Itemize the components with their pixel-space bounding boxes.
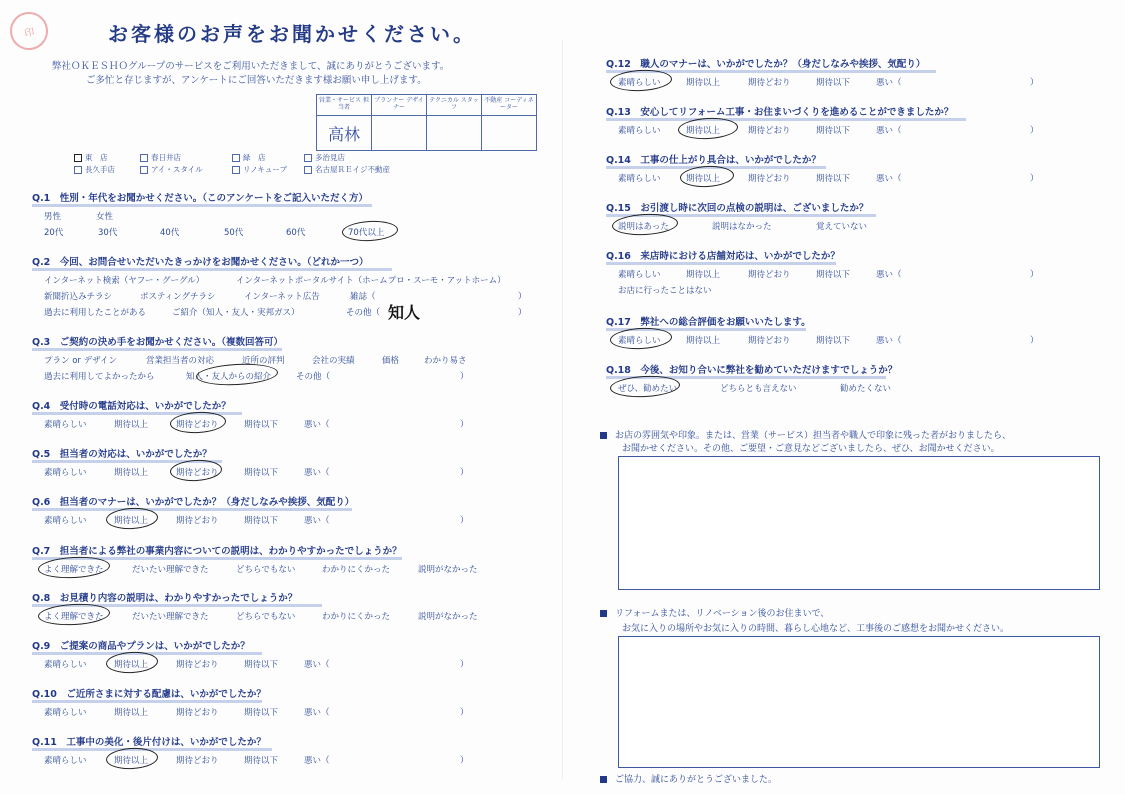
q2-magazine-close: ） [518,292,527,302]
q6-opt-as-expected[interactable]: 期待どおり [176,516,219,526]
q6-opt-close: ） [460,516,469,526]
q4-opt-below[interactable]: 期待以下 [244,420,279,430]
store-tajimi[interactable]: 多治見店 [304,152,345,163]
q13-opt-as-expected[interactable]: 期待どおり [748,126,791,136]
q7-opt-mostly[interactable]: だいたい理解できた [132,565,209,575]
checkbox-icon [304,166,312,174]
q14-opt-as-expected[interactable]: 期待どおり [748,174,791,184]
q11-opt-above[interactable]: 期待以上 [114,756,149,766]
q5-label: Q.5 担当者の対応は、いかがでしたか？ [32,446,212,460]
q8-label: Q.8 お見積り内容の説明は、わかりやすかったでしょうか？ [32,590,297,604]
q10-opt-bad[interactable]: 悪い（ [304,708,330,718]
q3-sales[interactable]: 営業担当者の対応 [146,356,215,366]
q4-opt-bad[interactable]: 悪い（ [304,420,330,430]
q11-opt-close: ） [460,756,469,766]
q3-label: Q.3 ご契約の決め手をお聞かせください。（複数回答可） [32,334,283,348]
q3-price[interactable]: 価格 [382,356,400,366]
q16-opt-close: ） [1030,270,1039,280]
q13-label: Q.13 安心してリフォーム工事・お住まいづくりを進めることができましたか？ [606,104,953,118]
q12-opt-below[interactable]: 期待以下 [816,78,851,88]
q1-age-50[interactable]: 50代 [224,228,244,238]
q14-opt-below[interactable]: 期待以下 [816,174,851,184]
q1-male[interactable]: 男性 [44,212,62,222]
thanks-line: ご協力、誠にありがとうございました。 [600,772,777,785]
staff-technical-value[interactable] [427,116,482,151]
q7-opt-none[interactable]: 説明がなかった [418,565,478,575]
q1-female[interactable]: 女性 [96,212,114,222]
q16-opt-above[interactable]: 期待以上 [686,270,721,280]
q3-past-good[interactable]: 過去に利用してよかったから [44,372,155,382]
q12-opt-above[interactable]: 期待以上 [686,78,721,88]
q5-opt-bad[interactable]: 悪い（ [304,468,330,478]
q17-opt-bad[interactable]: 悪い（ [876,336,902,346]
q9-opt-excellent[interactable]: 素晴らしい [44,660,87,670]
q14-opt-above[interactable]: 期待以上 [686,174,721,184]
q12-label: Q.12 職人のマナーは、いかがでしたか？（身だしなみや挨拶、気配り） [606,56,925,70]
q3-other[interactable]: その他（ [296,372,331,382]
q10-opt-as-expected[interactable]: 期待どおり [176,708,219,718]
q13-opt-excellent[interactable]: 素晴らしい [618,126,661,136]
q11-opt-below[interactable]: 期待以下 [244,756,279,766]
q15-opt-dont-remember[interactable]: 覚えていない [816,222,868,232]
q6-opt-below[interactable]: 期待以下 [244,516,279,526]
q11-opt-as-expected[interactable]: 期待どおり [176,756,219,766]
q1-age-40[interactable]: 40代 [160,228,180,238]
q10-opt-above[interactable]: 期待以上 [114,708,149,718]
store-midori[interactable]: 緑 店 [232,152,266,163]
q9-opt-bad[interactable]: 悪い（ [304,660,330,670]
q13-opt-bad[interactable]: 悪い（ [876,126,902,136]
q2-other-close: ） [518,308,527,318]
q14-opt-excellent[interactable]: 素晴らしい [618,174,661,184]
section1-prompt-1: お店の雰囲気や印象。または、営業（サービス）担当者や職人で印象に残った者がおりましたら、 [600,428,1011,441]
q7-opt-well[interactable]: よく理解できた [44,565,104,575]
q16-opt-never-visited[interactable]: お店に行ったことはない [618,286,712,296]
checkbox-icon [232,154,240,162]
q9-label: Q.9 ご提案の商品やプランは、いかがでしたか？ [32,638,250,652]
store-istyle[interactable]: アイ・スタイル [140,164,203,175]
q6-opt-excellent[interactable]: 素晴らしい [44,516,87,526]
section2-prompt-2: お気に入りの場所やお気に入りの時間、暮らし心地など、工事後のご感想をお聞かせください。 [622,624,1010,634]
page-title: お客様のお声をお聞かせください。 [108,22,476,46]
q11-opt-excellent[interactable]: 素晴らしい [44,756,87,766]
q16-opt-excellent[interactable]: 素晴らしい [618,270,661,280]
q18-opt-neutral[interactable]: どちらとも言えない [720,384,797,394]
q16-opt-bad[interactable]: 悪い（ [876,270,902,280]
q6-opt-above[interactable]: 期待以上 [114,516,149,526]
q5-opt-excellent[interactable]: 素晴らしい [44,468,87,478]
q3-plan[interactable]: プラン or デザイン [44,356,118,366]
q3-other-close: ） [460,372,469,382]
q2-past-use[interactable]: 過去に利用したことがある [44,308,147,318]
q11-opt-bad[interactable]: 悪い（ [304,756,330,766]
store-nagoya-re[interactable]: 名古屋ＲＥイジ不動産 [304,164,390,175]
q10-label: Q.10 ご近所さまに対する配慮は、いかがでしたか？ [32,686,266,700]
q12-opt-as-expected[interactable]: 期待どおり [748,78,791,88]
store-kasugai[interactable]: 春日井店 [140,152,181,163]
checkbox-icon [232,166,240,174]
staff-realestate-value[interactable] [482,116,537,151]
q17-opt-as-expected[interactable]: 期待どおり [748,336,791,346]
q2-other[interactable]: その他（ [346,308,381,318]
q4-opt-above[interactable]: 期待以上 [114,420,149,430]
staff-col-planner: プランナー デザイナー [372,95,427,116]
q8-opt-neutral[interactable]: どちらでもない [236,612,296,622]
staff-col-technical: テクニカル スタッフ [427,95,482,116]
q8-opt-mostly[interactable]: だいたい理解できた [132,612,209,622]
q2-web-ad[interactable]: インターネット広告 [244,292,320,302]
q6-opt-bad[interactable]: 悪い（ [304,516,330,526]
q14-label: Q.14 工事の仕上がり具合は、いかがでしたか？ [606,152,821,166]
q11-label: Q.11 工事中の美化・後片付けは、いかがでしたか？ [32,734,266,748]
column-divider [562,40,563,780]
q16-opt-as-expected[interactable]: 期待どおり [748,270,791,280]
q9-opt-close: ） [460,660,469,670]
q12-opt-excellent[interactable]: 素晴らしい [618,78,661,88]
checkbox-icon [140,154,148,162]
q1-age-60[interactable]: 60代 [286,228,306,238]
q18-opt-no[interactable]: 勧めたくない [840,384,892,394]
q2-flyer[interactable]: 新聞折込みチラシ [44,292,113,302]
q1-label: Q.1 性別・年代をお聞かせください。（このアンケートをご記入いただく方） [32,190,368,204]
q8-opt-unclear[interactable]: わかりにくかった [322,612,391,622]
q2-other-handwritten[interactable]: 知人 [388,303,421,322]
q4-opt-close: ） [460,420,469,430]
q14-opt-close: ） [1030,174,1039,184]
q12-opt-close: ） [1030,78,1039,88]
q14-opt-bad[interactable]: 悪い（ [876,174,902,184]
q10-opt-excellent[interactable]: 素晴らしい [44,708,87,718]
q5-opt-above[interactable]: 期待以上 [114,468,149,478]
q17-label: Q.17 弊社への総合評価をお願いいたします。 [606,314,811,328]
q9-opt-below[interactable]: 期待以下 [244,660,279,670]
staff-table [316,94,537,151]
staff-col-realestate: 不動産 コーディネーター [482,95,537,116]
q3-clarity[interactable]: わかり易さ [424,356,467,366]
q17-opt-close: ） [1030,336,1039,346]
square-bullet-icon [600,432,607,439]
q4-opt-as-expected[interactable]: 期待どおり [176,420,219,430]
q9-opt-above[interactable]: 期待以上 [114,660,149,670]
after-construction-textarea[interactable] [618,636,1100,768]
staff-planner-value[interactable] [372,116,427,151]
q4-opt-excellent[interactable]: 素晴らしい [44,420,87,430]
q13-opt-close: ） [1030,126,1039,136]
checkbox-icon [74,154,82,162]
store-renocube[interactable]: リノキューブ [232,164,287,175]
q5-opt-below[interactable]: 期待以下 [244,468,279,478]
q7-label: Q.7 担当者による弊社の事業内容についての説明は、わかりやすかったでしょうか？ [32,543,402,557]
q1-age-30[interactable]: 30代 [98,228,118,238]
q12-opt-bad[interactable]: 悪い（ [876,78,902,88]
q16-opt-below[interactable]: 期待以下 [816,270,851,280]
q2-label: Q.2 今回、お問合せいただいたきっかけをお聞かせください。（どれか一つ） [32,254,369,268]
staff-sales-value[interactable]: 高林 [317,116,372,151]
stamp-seal-icon: 印 [6,8,51,53]
q2-referral[interactable]: ご紹介（知人・友人・実邦ガス） [172,308,300,318]
square-bullet-icon [600,610,607,617]
store-nagakute[interactable]: 長久手店 [74,164,115,175]
q2-web-portal[interactable]: インターネットポータルサイト（ホームプロ・スーモ・アットホーム） [236,276,506,286]
checkbox-icon [304,154,312,162]
q17-opt-excellent[interactable]: 素晴らしい [618,336,661,346]
q5-opt-as-expected[interactable]: 期待どおり [176,468,219,478]
q1-age-70plus[interactable]: 70代以上 [348,228,385,238]
q15-opt-explained[interactable]: 説明はあった [618,222,669,232]
q18-opt-yes[interactable]: ぜひ、勧めたい [618,384,678,394]
q8-opt-well[interactable]: よく理解できた [44,612,104,622]
answer-circle [342,220,399,243]
q8-opt-none[interactable]: 説明がなかった [418,612,478,622]
q2-posting[interactable]: ポスティングチラシ [140,292,216,302]
checkbox-icon [74,166,82,174]
q15-opt-not-explained[interactable]: 説明はなかった [712,222,772,232]
q4-label: Q.4 受付時の電話対応は、いかがでしたか？ [32,398,231,412]
q16-label: Q.16 来店時における店舗対応は、いかがでしたか？ [606,248,840,262]
section2-prompt-1: リフォームまたは、リノベーション後のお住まいで、 [600,606,829,619]
section1-prompt-2: お聞かせください。その他、ご要望・ご意見などございましたら、ぜひ、お聞かせください。 [622,444,1000,454]
q7-opt-neutral[interactable]: どちらでもない [236,565,296,575]
q6-label: Q.6 担当者のマナーは、いかがでしたか？（身だしなみや挨拶、気配り） [32,494,354,508]
staff-col-sales: 営業・サービス 担当者 [317,95,372,116]
q13-opt-above[interactable]: 期待以上 [686,126,721,136]
q13-opt-below[interactable]: 期待以下 [816,126,851,136]
q1-age-20[interactable]: 20代 [44,228,64,238]
q15-label: Q.15 お引渡し時に次回の点検の説明は、ございましたか？ [606,200,868,214]
q9-opt-as-expected[interactable]: 期待どおり [176,660,219,670]
q10-opt-below[interactable]: 期待以下 [244,708,279,718]
impression-textarea[interactable] [618,456,1100,590]
q17-opt-below[interactable]: 期待以下 [816,336,851,346]
q7-opt-unclear[interactable]: わかりにくかった [322,565,391,575]
store-higashi[interactable]: 東 店 [74,152,108,163]
q18-label: Q.18 今後、お知り合いに弊社を勧めていただけますでしょうか？ [606,362,897,376]
q10-opt-close: ） [460,708,469,718]
q3-friend-referral[interactable]: 知人・友人からの紹介 [186,372,272,382]
checkbox-icon [140,166,148,174]
q5-opt-close: ） [460,468,469,478]
q17-opt-above[interactable]: 期待以上 [686,336,721,346]
square-bullet-icon [600,776,607,783]
q2-web-search[interactable]: インターネット検索（ヤフー・グーグル） [44,276,205,286]
q3-reputation[interactable]: 近所の評判 [242,356,285,366]
intro-line-1: 弊社ＯＫＥＳＨＯグループのサービスをご利用いただきまして、誠にありがとうございます。 [52,61,450,72]
q3-track-record[interactable]: 会社の実績 [312,356,355,366]
intro-line-2: ご多忙と存じますが、アンケートにご回答いただきます様お願い申し上げます。 [86,75,427,86]
q2-magazine[interactable]: 雑誌（ [350,292,376,302]
